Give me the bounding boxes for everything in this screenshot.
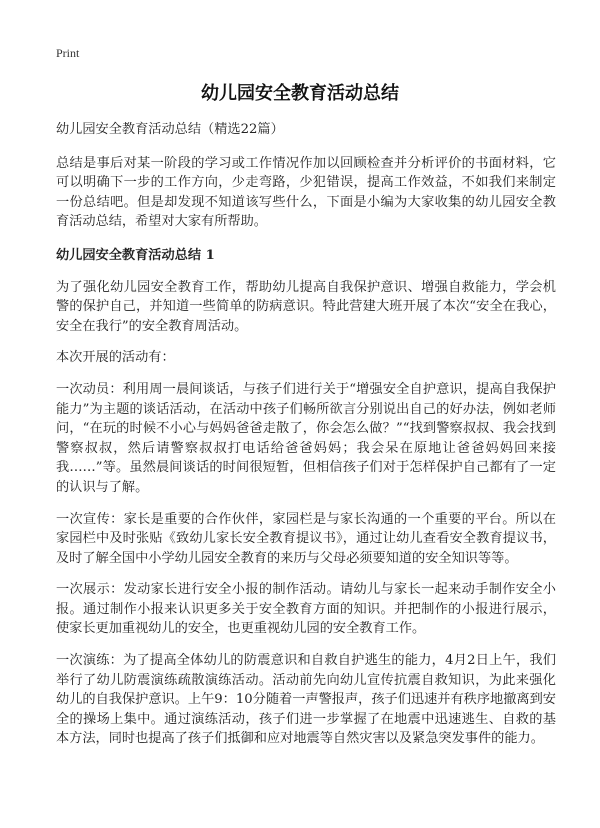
intro-paragraph: 总结是事后对某一阶段的学习或工作情况作加以回顾检查并分析评价的书面材料，它可以明确下一步的工作方向，少走弯路，少犯错误，提高工作效益，不如我们来制定一份总结吧。但是却发现不知道该写些什么，下面是小编为大家收集的幼儿园安全教育活动总结，希望对大家有所帮助。	[56, 155, 556, 230]
section-heading: 幼儿园安全教育活动总结 1	[56, 247, 215, 263]
body-paragraph: 为了强化幼儿园安全教育工作，帮助幼儿提高自我保护意识、增强自救能力，学会机警的保护自己，并知道一些简单的防病意识。特此营建大班开展了本次“安全在我心，安全在我行”的安全教育周活动。	[56, 279, 556, 334]
body-paragraph: 一次展示：发动家长进行安全小报的制作活动。请幼儿与家长一起来动手制作安全小报。通过制作小报来认识更多关于安全教育方面的知识。并把制作的小报进行展示，使家长更加重视幼儿的安全，也更重视幼儿园的安全教育工作。	[56, 582, 556, 637]
body-paragraph: 一次动员：利用周一晨间谈话，与孩子们进行关于“增强安全自护意识，提高自我保护能力”为主题的谈话活动，在活动中孩子们畅所欲言分别说出自己的好办法，例如老师问，“在玩的时候不小心与妈妈爸爸走散了，你会怎么做？”“找到警察叔叔、我会找到警察叔叔，然后请警察叔叔打电话给爸爸妈妈；我会呆在原地让爸爸妈妈回来接我……”等。虽然晨间谈话的时间很短暂，但相信孩子们对于怎样保护自己都有了一定的认识与了解。	[56, 381, 556, 495]
document-body	[56, 120, 556, 761]
print-link[interactable]: Print	[56, 46, 80, 60]
body-paragraph: 一次宣传：家长是重要的合作伙伴，家园栏是与家长沟通的一个重要的平台。所以在家园栏中及时张贴《致幼儿家长安全教育提议书》，通过让幼儿查看安全教育提议书，及时了解全国中小学幼儿园安全教育的来历与父母必须要知道的安全知识等等。	[56, 511, 556, 566]
body-paragraph: 本次开展的活动有：	[56, 350, 175, 366]
document-title: 幼儿园安全教育活动总结	[201, 83, 399, 104]
document-subtitle: 幼儿园安全教育活动总结（精选22篇）	[56, 122, 284, 137]
body-paragraph: 一次演练：为了提高全体幼儿的防震意识和自救自护逃生的能力，4月2日上午，我们举行了幼儿防震演练疏散演练活动。活动前先向幼儿宣传抗震自救知识，为此来强化幼儿的自我保护意识。上午9：10分随着一声警报声，孩子们迅速并有秩序地撤离到安全的操场上集中。通过演练活动，孩子们进一步掌握了在地震中迅速逃生、自救的基本方法，同时也提高了孩子们抵御和应对地震等自然灾害以及紧急突发事件的能力。	[56, 653, 556, 747]
